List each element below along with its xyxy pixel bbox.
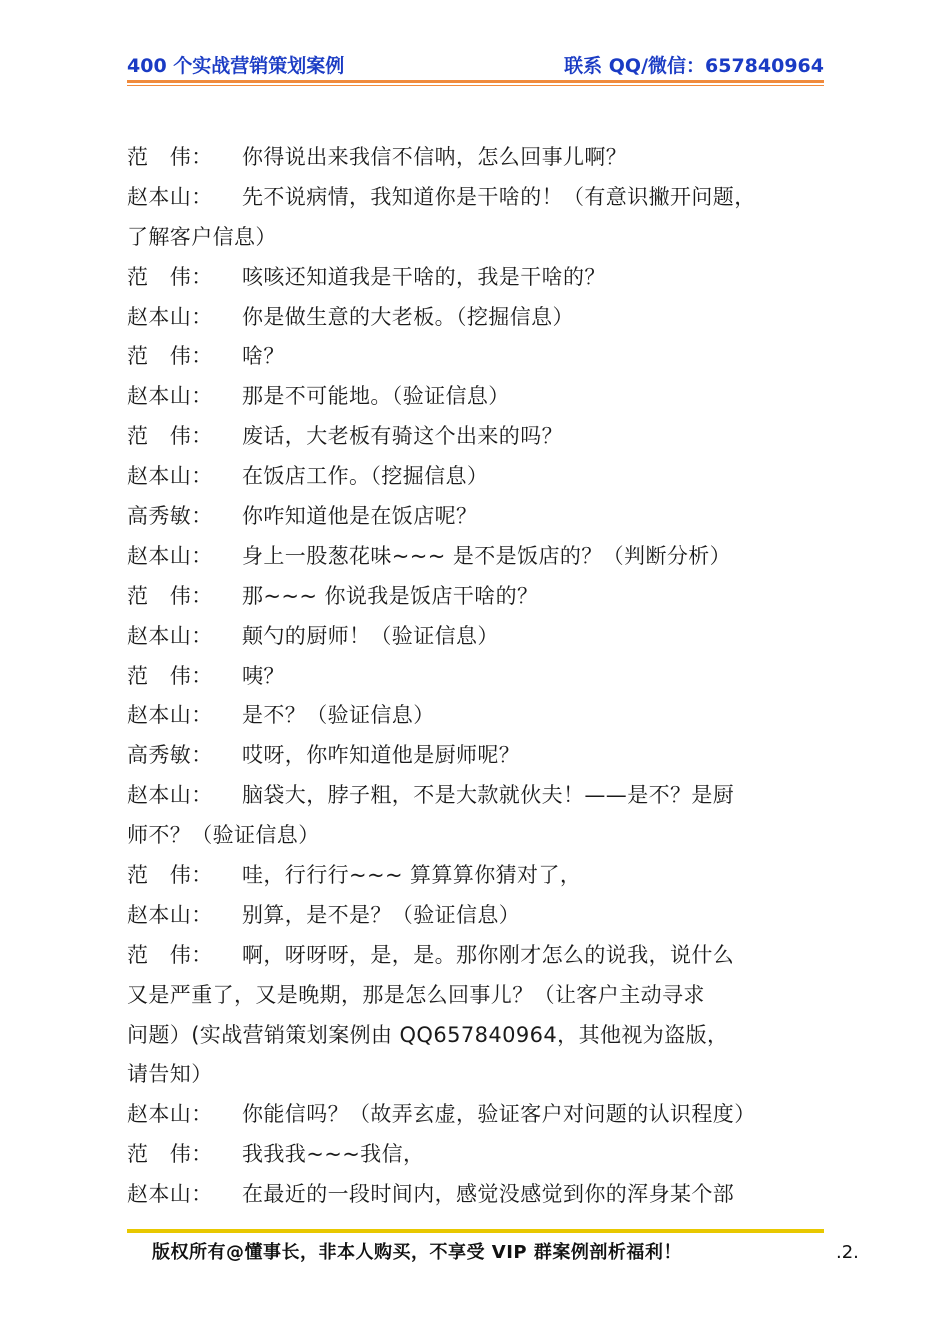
utterance-text: 别算，是不是？（验证信息） [242,902,521,927]
dialogue-line [127,816,827,856]
dialogue-line [127,178,827,218]
utterance-text: 你是做生意的大老板。（挖掘信息） [242,304,574,329]
speaker-name: 赵本山： [127,783,213,808]
utterance-text: 废话，大老板有骑这个出来的吗？ [242,424,563,449]
dialogue-line [127,577,827,617]
speaker-name: 赵本山： [127,184,213,209]
utterance-text: 那是不可能地。（验证信息） [242,384,510,409]
speaker-name: 赵本山： [127,623,213,648]
header-rule-thick [127,80,824,83]
speaker-name: 高秀敏： [127,504,213,529]
dialogue-line [127,976,827,1016]
utterance-text: 啊，呀呀呀，是，是。那你刚才怎么的说我，说什么 [242,942,735,967]
utterance-text: 哇，行行行~~~ 算算算你猜对了， [242,863,582,888]
header-title: 400 个实战营销策划案例 [127,55,345,77]
speaker-name: 赵本山： [127,703,213,728]
speaker-name: 范 伟： [127,942,213,967]
utterance-text: 你得说出来我信不信呐，怎么回事儿啊？ [242,145,628,169]
header-rule-thin [127,85,824,86]
utterance-text: 先不说病情，我知道你是干啥的！（有意识撇开问题， [242,184,756,209]
dialogue-line [127,497,827,537]
dialogue-line [127,337,827,377]
dialogue-line [127,936,827,976]
speaker-name: 赵本山： [127,1182,213,1207]
speaker-name: 赵本山： [127,902,213,927]
page-number: .2. [836,1242,859,1263]
header-contact: 联系 QQ/微信：657840964 [564,55,824,77]
dialogue-line [127,138,827,178]
speaker-name: 范 伟： [127,583,213,608]
utterance-text: 啥？ [242,344,285,369]
utterance-text: 咦？ [242,663,285,688]
utterance-text: 我我我~~~我信， [242,1142,425,1167]
dialogue-line [127,258,827,298]
speaker-name: 范 伟： [127,663,213,688]
dialogue-line [127,657,827,697]
dialogue-line [127,617,827,657]
dialogue-line [127,298,827,338]
dialogue-line [127,218,827,258]
utterance-text: 了解客户信息） [127,224,277,249]
utterance-text: 那~~~ 你说我是饭店干啥的？ [242,583,539,608]
speaker-name: 范 伟： [127,863,213,888]
speaker-name: 赵本山： [127,1102,213,1127]
page-header [127,52,824,80]
dialogue-line [127,696,827,736]
dialogue-line [127,776,827,816]
dialogue-line [127,377,827,417]
dialogue-line [127,896,827,936]
dialogue-line [127,1055,827,1095]
utterance-text: 你咋知道他是在饭店呢？ [242,504,478,529]
speaker-name: 赵本山： [127,543,213,568]
dialogue-line [127,537,827,577]
dialogue-line [127,1016,827,1056]
utterance-text: 咳咳还知道我是干啥的，我是干啥的？ [242,264,606,289]
utterance-text: 在饭店工作。（挖掘信息） [242,464,489,489]
utterance-text: 脑袋大，脖子粗，不是大款就伙夫！——是不？是厨 [242,783,735,808]
speaker-name: 赵本山： [127,464,213,489]
utterance-text: 颠勺的厨师！（验证信息） [242,623,499,648]
utterance-text: 是不？（验证信息） [242,703,435,728]
utterance-text: 又是严重了，又是晚期，那是怎么回事儿？（让客户主动寻求 [127,982,705,1007]
dialogue-line [127,1175,827,1215]
speaker-name: 赵本山： [127,304,213,329]
footer-copyright: 版权所有@懂事长，非本人购买，不享受 VIP 群案例剖析福利！ [152,1242,682,1263]
dialogue-line [127,856,827,896]
speaker-name: 范 伟： [127,1142,213,1167]
speaker-name: 范 伟： [127,145,213,169]
utterance-text: 哎呀，你咋知道他是厨师呢？ [242,743,521,768]
dialogue-body [127,138,827,1215]
utterance-text: 请告知） [127,1062,213,1087]
speaker-name: 范 伟： [127,344,213,369]
utterance-text: 身上一股葱花味~~~ 是不是饭店的？（判断分析） [242,543,732,568]
speaker-name: 范 伟： [127,424,213,449]
utterance-text: 你能信吗？（故弄玄虚，验证客户对问题的认识程度） [242,1102,756,1127]
footer-rule [127,1229,824,1233]
utterance-text: 问题）(实战营销策划案例由 QQ657840964，其他视为盗版， [127,1022,729,1047]
speaker-name: 赵本山： [127,384,213,409]
dialogue-line [127,736,827,776]
utterance-text: 师不？（验证信息） [127,823,320,848]
speaker-name: 范 伟： [127,264,213,289]
speaker-name: 高秀敏： [127,743,213,768]
utterance-text: 在最近的一段时间内，感觉没感觉到你的浑身某个部 [242,1182,735,1207]
dialogue-line [127,457,827,497]
dialogue-line [127,1135,827,1175]
dialogue-line [127,417,827,457]
dialogue-line [127,1095,827,1135]
